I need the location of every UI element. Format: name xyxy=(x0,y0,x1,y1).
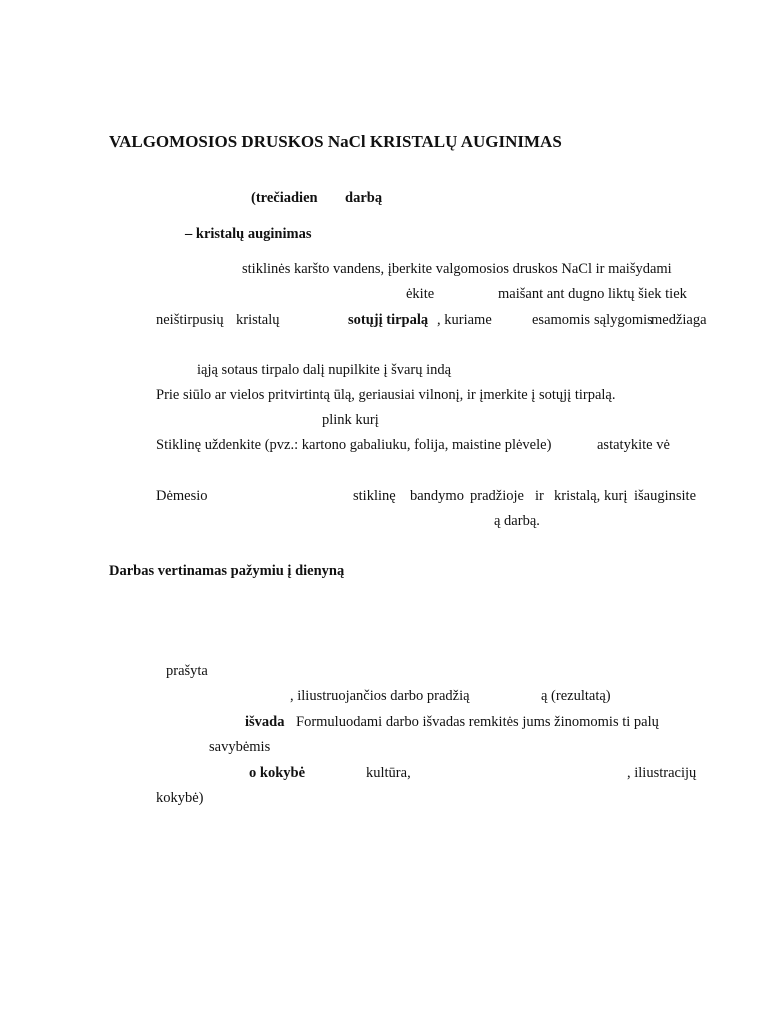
criteria-line: kokybė) xyxy=(156,790,204,806)
subtitle-part-2: darbą xyxy=(345,190,383,206)
criteria-line: prašyta xyxy=(166,663,208,679)
subtitle-part-1: (trečiadien xyxy=(251,190,318,206)
attention-word: kristalą, xyxy=(554,488,601,504)
criteria-line: savybėmis xyxy=(209,739,271,755)
attention-word: stiklinę xyxy=(353,488,396,504)
paragraph-line: neištirpusių xyxy=(156,312,224,328)
criteria-line: kultūra, xyxy=(366,765,411,781)
attention-word: ir xyxy=(535,488,544,504)
attention-label: Dėmesio xyxy=(156,488,208,504)
criteria-line: , iliustracijų xyxy=(627,765,697,781)
paragraph-line: iąją sotaus tirpalo dalį nupilkite į švarų indą xyxy=(197,362,452,378)
bold-term: o kokybė xyxy=(249,765,306,781)
paragraph-line: ą darbą. xyxy=(494,513,540,529)
criteria-line: Formuluodami darbo išvadas remkitės jums žinomomis ti palų xyxy=(296,714,659,730)
attention-word: bandymo xyxy=(410,488,464,504)
evaluation-heading: Darbas vertinamas pažymiu į dienyną xyxy=(109,563,345,579)
paragraph-line: stiklinės karšto vandens, įberkite valgomosios druskos NaCl ir maišydami xyxy=(242,261,672,277)
paragraph-line: ėkite xyxy=(406,286,435,302)
paragraph-line: Prie siūlo ar vielos pritvirtintą ūlą, geriausiai vilnonį, ir įmerkite į sotųjį tirpalą. xyxy=(156,387,616,403)
criteria-line: ą (rezultatą) xyxy=(541,688,611,704)
paragraph-line: , kuriame xyxy=(437,312,492,328)
paragraph-line: astatykite vė xyxy=(597,437,670,453)
criteria-line: , iliustruojančios darbo pradžią xyxy=(290,688,470,704)
section-heading: – kristalų auginimas xyxy=(185,226,312,242)
paragraph-line: maišant ant dugno liktų šiek tiek xyxy=(498,286,687,302)
paragraph-line: plink kurį xyxy=(322,412,379,428)
attention-word: pradžioje xyxy=(470,488,524,504)
bold-term: išvada xyxy=(245,714,285,730)
paragraph-line: kristalų xyxy=(236,312,280,328)
paragraph-line: medžiaga xyxy=(651,312,707,328)
attention-word: kurį xyxy=(604,488,628,504)
paragraph-line: esamomis xyxy=(532,312,590,328)
paragraph-line: sąlygomis xyxy=(594,312,653,328)
bold-term: sotųjį tirpalą xyxy=(348,312,429,328)
attention-word: išauginsite xyxy=(634,488,697,504)
paragraph-line: Stiklinę uždenkite (pvz.: kartono gabaliuku, folija, maistine plėvele) xyxy=(156,437,552,453)
document-title: VALGOMOSIOS DRUSKOS NaCl KRISTALŲ AUGINIMAS xyxy=(109,132,562,151)
